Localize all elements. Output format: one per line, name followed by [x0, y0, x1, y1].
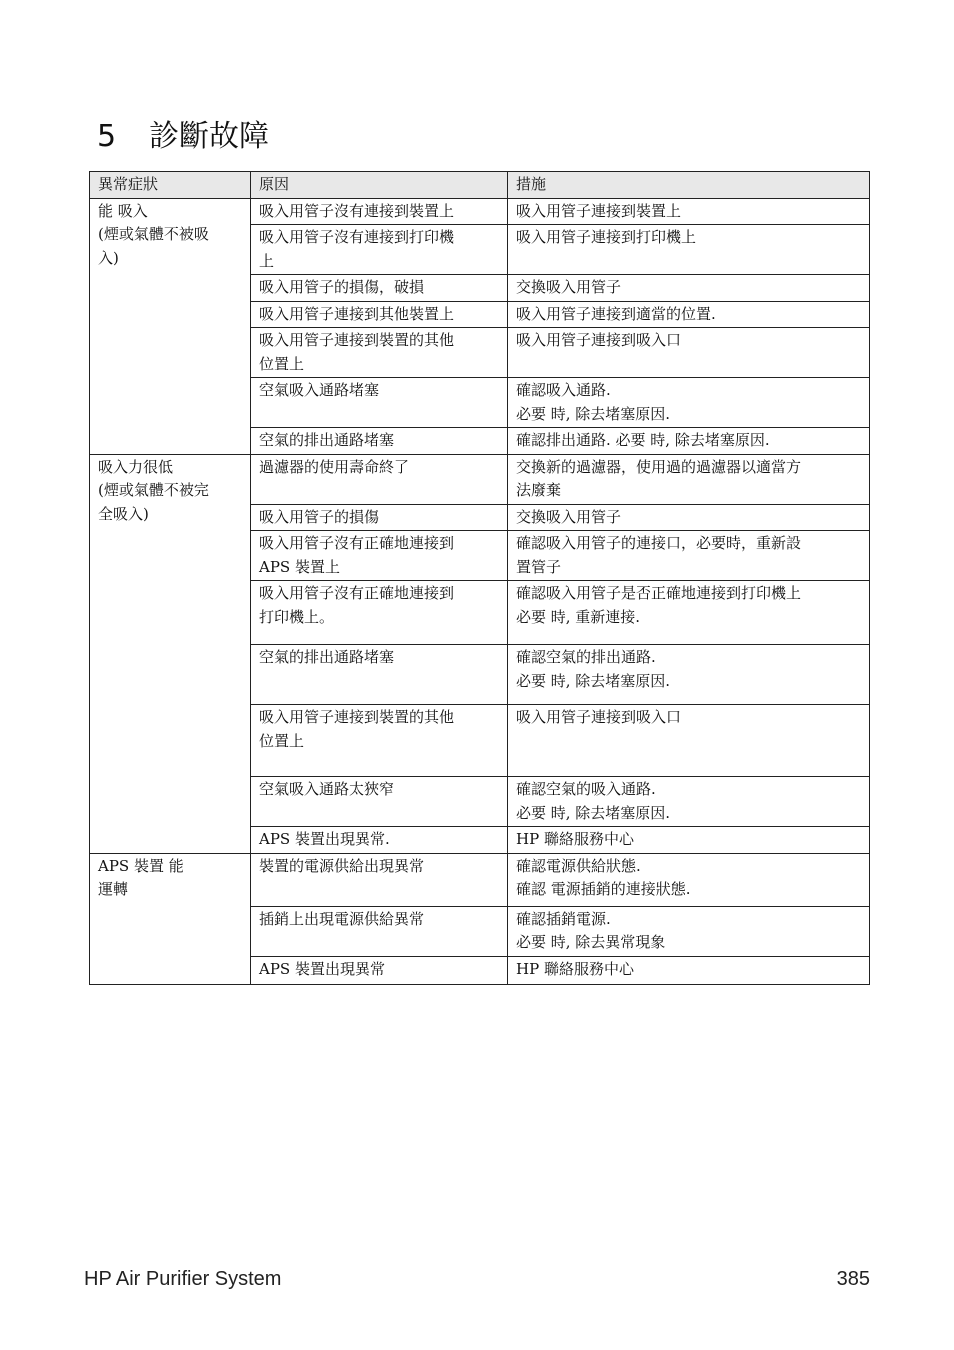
- cell-line: 交換新的過濾器，使用過的過濾器以適當方: [516, 457, 802, 476]
- action-cell: [508, 956, 870, 984]
- cell-line: (煙或氣體不被吸: [98, 225, 209, 243]
- cause-cell: [251, 378, 508, 428]
- table-row: [90, 454, 870, 504]
- cell-line: 必要 時, 除去堵塞原因.: [516, 803, 671, 822]
- table-header-row: [90, 172, 870, 199]
- cell-line: 法廢棄: [516, 481, 562, 499]
- cell-line: 吸入用管子沒有正確地連接到: [259, 584, 455, 602]
- section-title: 診斷故障: [149, 119, 269, 154]
- cause-cell: [251, 581, 508, 645]
- cell-line: 確認插銷電源.: [516, 909, 611, 928]
- action-cell: [508, 531, 870, 581]
- cell-line: 插銷上出現電源供給異常: [259, 909, 425, 928]
- table-row: [90, 198, 870, 225]
- cell-line: 確認吸入通路.: [516, 381, 611, 399]
- cell-line: HP 聯絡服務中心: [516, 959, 634, 978]
- cell-line: 吸入用管子連接到打印機上: [516, 228, 697, 246]
- cell-line: 空氣的排出通路堵塞: [259, 648, 395, 666]
- cell-line: 裝置的電源供給出現異常: [259, 856, 425, 875]
- cell-line: 交換吸入用管子: [516, 507, 622, 526]
- action-cell: [508, 645, 870, 705]
- cell-line: 確認電源供給狀態.: [516, 856, 641, 875]
- troubleshooting-table: [89, 171, 870, 985]
- cell-line: 全吸入): [98, 504, 149, 523]
- cell-line: 確認空氣的吸入通路.: [516, 780, 656, 798]
- cause-cell: [251, 301, 508, 328]
- table-row: [90, 853, 870, 906]
- cause-cell: [251, 705, 508, 777]
- cell-line: 空氣的排出通路堵塞: [259, 431, 395, 449]
- cell-line: 運轉: [98, 880, 129, 898]
- header-action: 措施: [508, 172, 870, 199]
- cell-line: 吸入用管子連接到適當的位置.: [516, 304, 716, 323]
- cell-line: 吸入用管子連接到裝置的其他: [259, 331, 455, 349]
- action-cell: [508, 777, 870, 827]
- cell-line: 吸入用管子連接到吸入口: [516, 708, 682, 726]
- cause-cell: [251, 328, 508, 378]
- action-cell: [508, 225, 870, 275]
- cell-line: 確認吸入用管子的連接口，必要時，重新設: [516, 534, 802, 552]
- cause-cell: [251, 531, 508, 581]
- cause-cell: [251, 906, 508, 956]
- cell-line: 吸入用管子連接到其他裝置上: [259, 304, 455, 323]
- cell-line: 確認排出通路. 必要 時, 除去堵塞原因.: [516, 431, 770, 449]
- section-number: 5: [97, 119, 117, 154]
- cell-line: 必要 時, 除去堵塞原因.: [516, 404, 671, 423]
- cause-cell: [251, 645, 508, 705]
- action-cell: [508, 328, 870, 378]
- cell-line: 必要 時, 除去堵塞原因.: [516, 671, 671, 690]
- page-title: [97, 111, 269, 155]
- cell-line: 吸入用管子連接到裝置的其他: [259, 708, 455, 726]
- cell-line: 打印機上。: [259, 607, 335, 626]
- cell-line: 吸入用管子連接到吸入口: [516, 331, 682, 349]
- cause-cell: [251, 777, 508, 827]
- cell-line: 吸入用管子連接到裝置上: [516, 201, 682, 220]
- cell-line: HP 聯絡服務中心: [516, 830, 634, 848]
- cause-cell: [251, 956, 508, 984]
- action-cell: [508, 301, 870, 328]
- cell-line: 入): [98, 248, 119, 267]
- action-cell: [508, 378, 870, 428]
- cell-line: 空氣吸入通路堵塞: [259, 381, 380, 399]
- cell-line: APS 裝置出現異常: [259, 959, 385, 978]
- cause-cell: [251, 827, 508, 854]
- action-cell: [508, 581, 870, 645]
- cause-cell: [251, 428, 508, 455]
- cell-line: APS 裝置出現異常.: [259, 830, 390, 848]
- cell-line: 確認空氣的排出通路.: [516, 648, 656, 666]
- cause-cell: [251, 275, 508, 302]
- cause-cell: [251, 853, 508, 906]
- cell-line: 吸入用管子沒有正確地連接到: [259, 534, 455, 552]
- action-cell: [508, 827, 870, 854]
- cell-line: 吸入用管子沒有連接到打印機: [259, 228, 455, 246]
- action-cell: [508, 504, 870, 531]
- cell-line: 確認吸入用管子是否正確地連接到打印機上: [516, 584, 802, 602]
- page-footer: [84, 1268, 870, 1291]
- cell-line: 位置上: [259, 354, 305, 373]
- symptom-cell: [90, 853, 251, 984]
- cause-cell: [251, 454, 508, 504]
- cell-line: 吸入用管子沒有連接到裝置上: [259, 201, 455, 220]
- action-cell: [508, 198, 870, 225]
- header-cause: 原因: [251, 172, 508, 199]
- symptom-cell: [90, 198, 251, 454]
- action-cell: [508, 454, 870, 504]
- cell-line: (煙或氣體不被完: [98, 481, 209, 499]
- cell-line: 吸入用管子的損傷: [259, 507, 380, 526]
- action-cell: [508, 906, 870, 956]
- cell-line: 交換吸入用管子: [516, 278, 622, 296]
- cell-line: 空氣吸入通路太狹窄: [259, 780, 395, 798]
- cell-line: 吸入用管子的損傷，破損: [259, 278, 425, 296]
- action-cell: [508, 428, 870, 455]
- cause-cell: [251, 225, 508, 275]
- cell-line: 必要 時, 除去異常現象: [516, 933, 666, 951]
- action-cell: [508, 705, 870, 777]
- header-symptom: 異常症狀: [90, 172, 251, 199]
- symptom-cell: [90, 454, 251, 853]
- cell-line: 確認 電源插銷的連接狀態.: [516, 880, 691, 898]
- cell-line: APS 裝置 能: [98, 856, 184, 875]
- action-cell: [508, 275, 870, 302]
- cause-cell: [251, 198, 508, 225]
- cell-line: 必要 時, 重新連接.: [516, 607, 641, 626]
- cell-line: 過濾器的使用壽命終了: [259, 457, 410, 476]
- cause-cell: [251, 504, 508, 531]
- cell-line: 置管子: [516, 557, 562, 576]
- action-cell: [508, 853, 870, 906]
- cell-line: 能 吸入: [98, 201, 148, 220]
- cell-line: 吸入力很低: [98, 457, 174, 476]
- footer-product: HP Air Purifier System: [84, 1268, 282, 1290]
- page-number: 385: [836, 1268, 870, 1290]
- cell-line: 上: [259, 251, 275, 270]
- cell-line: 位置上: [259, 731, 305, 750]
- cell-line: APS 裝置上: [259, 557, 340, 576]
